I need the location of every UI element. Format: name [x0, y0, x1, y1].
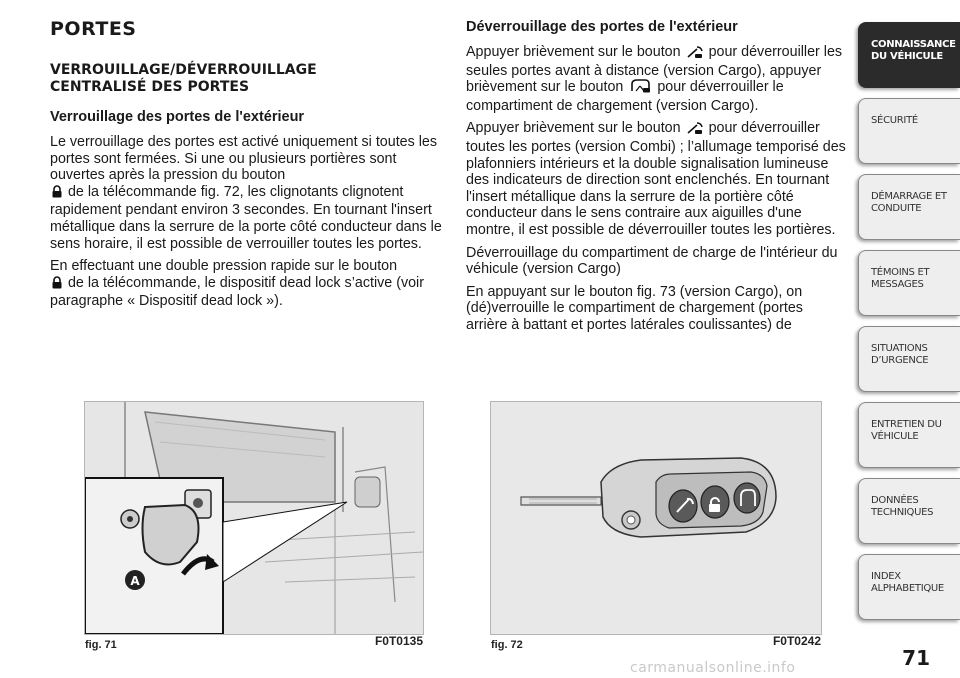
tab-entretien[interactable]	[858, 402, 960, 468]
tab-label: SÉCURITÉ	[871, 115, 918, 126]
tab-donnees[interactable]	[858, 478, 960, 544]
text: Appuyer brièvement sur le bouton	[466, 44, 681, 60]
tab-label: INDEX ALPHABETIQUE	[871, 571, 944, 594]
tab-label: DÉMARRAGE ET CONDUITE	[871, 191, 947, 214]
text: Appuyer brièvement sur le bouton	[466, 120, 681, 137]
text: de la télécommande, le dispositif dead lock s’active (voir paragraphe « Dispositif dead lock »).	[50, 274, 424, 310]
unlock-key-icon	[687, 122, 703, 139]
subhead-unlock-outside: Déverrouillage des portes de l'extérieur	[466, 19, 738, 35]
text: Le verrouillage des portes est activé uniquement si toutes les portes sont fermées. Si une ou plusieurs portières sont ouvertes après la pression du bouton	[50, 134, 438, 184]
unlock-key-icon	[687, 46, 703, 63]
paragraph-lock-2	[50, 258, 442, 310]
watermark: carmanualsonline.info	[630, 660, 796, 676]
door-lock-illustration	[85, 402, 423, 634]
paragraph-unlock-2	[466, 120, 846, 238]
page-title: PORTES	[50, 18, 137, 40]
section-title-line2: CENTRALISÉ DES PORTES	[50, 79, 250, 95]
figure-72-number: fig. 72	[491, 639, 523, 651]
tab-situations[interactable]	[858, 326, 960, 392]
cargo-unlock-icon	[629, 79, 651, 98]
tab-label: SITUATIONS D’URGENCE	[871, 343, 929, 366]
tab-temoins[interactable]	[858, 250, 960, 316]
tab-demarrage[interactable]	[858, 174, 960, 240]
tab-label: TÉMOINS ET MESSAGES	[871, 267, 930, 290]
page-number: 71	[902, 646, 930, 670]
section-title-line1: VERROUILLAGE/DÉVERROUILLAGE	[50, 62, 317, 78]
marker-a-label: A	[130, 574, 140, 588]
tab-connaissance[interactable]	[858, 22, 960, 88]
remote-key-illustration	[491, 402, 821, 634]
text: pour déverrouiller le compartiment de chargement (version Cargo).	[466, 79, 784, 114]
left-column	[50, 18, 442, 316]
text: En effectuant une double pression rapide sur le bouton	[50, 258, 398, 275]
section-title	[50, 62, 442, 96]
right-column	[466, 18, 846, 340]
figure-72-code: F0T0242	[772, 634, 821, 648]
subhead-lock-outside: Verrouillage des portes de l'extérieur	[50, 109, 305, 125]
text: pour déverrouiller toutes les portes (version Combi) ; l’allumage temporisé des plafonniers intérieurs et la double signalisation lumineuse des indicateurs de direction sont enclenchés. En tournant l'insert métallique dans la serrure de la portière côté conducteur dans le sens contraire aux aiguilles d'une montre, il est possible de déverrouiller toutes les portières.	[466, 120, 846, 238]
figure-71	[84, 401, 424, 651]
paragraph-unlock-1	[466, 44, 846, 114]
figure-72	[490, 401, 822, 651]
figure-71-number: fig. 71	[85, 639, 117, 651]
paragraph-cargo: En appuyant sur le bouton fig. 73 (version Cargo), on (dé)verrouille le compartiment de chargement (portes arrière à battant et portes latérales coulissantes) de	[466, 283, 803, 333]
paragraph-lock-1	[50, 134, 442, 252]
chapter-tabs	[858, 22, 960, 630]
text: de la télécommande fig. 72, les clignotants clignotent rapidement pendant environ 3 secondes. En tournant l'insert métallique dans la serrure de la porte côté conducteur dans le sens horaire, il est possible de verrouiller toutes les portes.	[50, 183, 442, 252]
paragraph-cargo-heading: Déverrouillage du compartiment de charge de l'intérieur du véhicule (version Cargo)	[466, 244, 838, 278]
tab-index[interactable]	[858, 554, 960, 620]
tab-label: ENTRETIEN DU VÉHICULE	[871, 419, 942, 442]
tab-securite[interactable]	[858, 98, 960, 164]
tab-label: CONNAISSANCE DU VÉHICULE	[871, 39, 956, 62]
lock-icon	[52, 185, 62, 203]
lock-icon	[52, 276, 62, 294]
tab-label: DONNÉES TECHNIQUES	[871, 495, 934, 518]
figure-71-code: F0T0135	[374, 634, 423, 648]
text: pour déverrouiller les seules portes avant à distance (version Cargo), appuyer brièvement sur le bouton	[466, 44, 843, 96]
